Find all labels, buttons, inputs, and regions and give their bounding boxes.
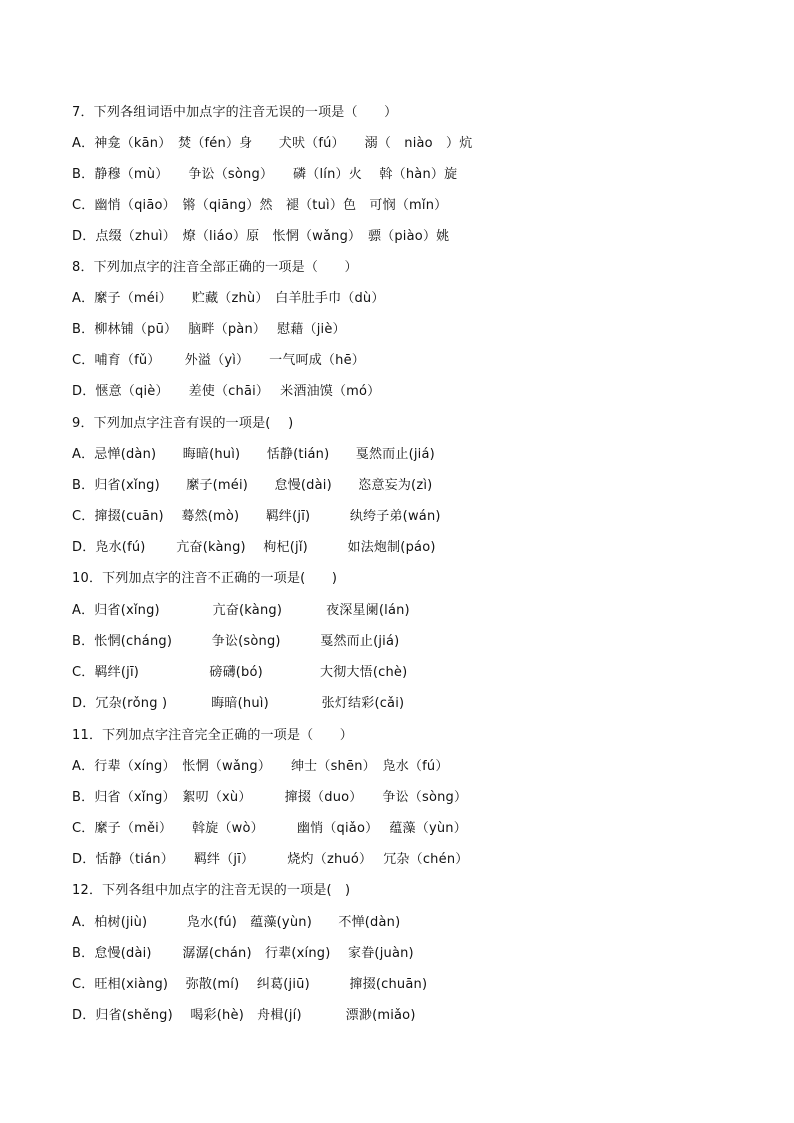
question-7-option-c: C．幽悄（qiāo） 锵（qiāng）然 褪（tuì）色 可悯（mǐn） xyxy=(72,198,448,213)
question-12-option-a: A．柏树(jiù) 凫水(fú) 蕴藻(yùn) 不惮(dàn) xyxy=(72,915,401,930)
question-8-stem: 8．下列加点字的注音全部正确的一项是（ ） xyxy=(72,260,358,275)
question-7-stem: 7．下列各组词语中加点字的注音无误的一项是（ ） xyxy=(72,105,398,120)
question-7-option-d: D．点缀（zhuì） 燎（liáo）原 怅惘（wǎng） 骠（piào）姚 xyxy=(72,229,450,244)
question-11-option-b: B．归省（xǐng） 絮叨（xù） 撺掇（duo） 争讼（sòng） xyxy=(72,790,468,805)
question-7-option-a: A．神龛（kān） 焚（fén）身 犬吠（fú） 溺（ niào ）炕 xyxy=(72,136,473,151)
question-10-option-c: C．羁绊(jī) 磅礴(bó) 大彻大悟(chè) xyxy=(72,665,408,680)
question-10-option-d: D．冗杂(rǒng ) 晦暗(huì) 张灯结彩(cǎi) xyxy=(72,696,405,711)
question-12-stem: 12．下列各组中加点字的注音无误的一项是( ) xyxy=(72,883,351,898)
question-12-option-c: C．旺相(xiàng) 弥散(mí) 纠葛(jiū) 撺掇(chuān) xyxy=(72,977,428,992)
question-9-option-c: C．撺掇(cuān) 蓦然(mò) 羁绊(jī) 纨绔子弟(wán) xyxy=(72,509,441,524)
question-7-option-b: B．静穆（mù） 争讼（sòng） 磷（lín）火 斡（hàn）旋 xyxy=(72,167,458,182)
question-9-option-d: D．凫水(fú) 亢奋(kàng) 枸杞(jǐ) 如法炮制(páo) xyxy=(72,540,436,555)
question-11-option-c: C．縻子（měi） 斡旋（wò） 幽悄（qiǎo） 蕴藻（yùn） xyxy=(72,821,467,836)
question-8-option-b: B．柳林铺（pū） 脑畔（pàn） 慰藉（jiè） xyxy=(72,322,346,337)
question-8-option-a: A．縻子（méi） 贮藏（zhù） 白羊肚手巾（dù） xyxy=(72,291,385,306)
question-10-stem: 10．下列加点字的注音不正确的一项是( ) xyxy=(72,571,338,586)
question-12-option-d: D．归省(shěng) 喝彩(hè) 舟楫(jí) 漂渺(miǎo) xyxy=(72,1008,416,1023)
question-11-option-d: D．恬静（tián） 羁绊（jī） 烧灼（zhuó） 冗杂（chén） xyxy=(72,852,469,867)
question-11-option-a: A．行辈（xíng） 怅惘（wǎng） 绅士（shēn） 凫水（fú） xyxy=(72,759,449,774)
question-10-option-a: A．归省(xǐng) 亢奋(kàng) 夜深星阑(lán) xyxy=(72,603,410,618)
question-10-option-b: B．怅惘(cháng) 争讼(sòng) 戛然而止(jiá) xyxy=(72,634,400,649)
question-12-option-b: B．怠慢(dài) 潺潺(chán) 行辈(xíng) 家眷(juàn) xyxy=(72,946,414,961)
question-9-stem: 9．下列加点字注音有误的一项是( ) xyxy=(72,416,294,431)
question-11-stem: 11．下列加点字注音完全正确的一项是（ ） xyxy=(72,728,353,743)
question-9-option-b: B．归省(xǐng) 縻子(méi) 怠慢(dài) 恣意妄为(zì) xyxy=(72,478,433,493)
question-8-option-d: D．惬意（qiè） 差使（chāi） 米酒油馍（mó） xyxy=(72,384,381,399)
question-8-option-c: C．哺育（fǔ） 外溢（yì） 一气呵成（hē） xyxy=(72,353,365,368)
question-9-option-a: A．忌惮(dàn) 晦暗(huì) 恬静(tián) 戛然而止(jiá) xyxy=(72,447,435,462)
